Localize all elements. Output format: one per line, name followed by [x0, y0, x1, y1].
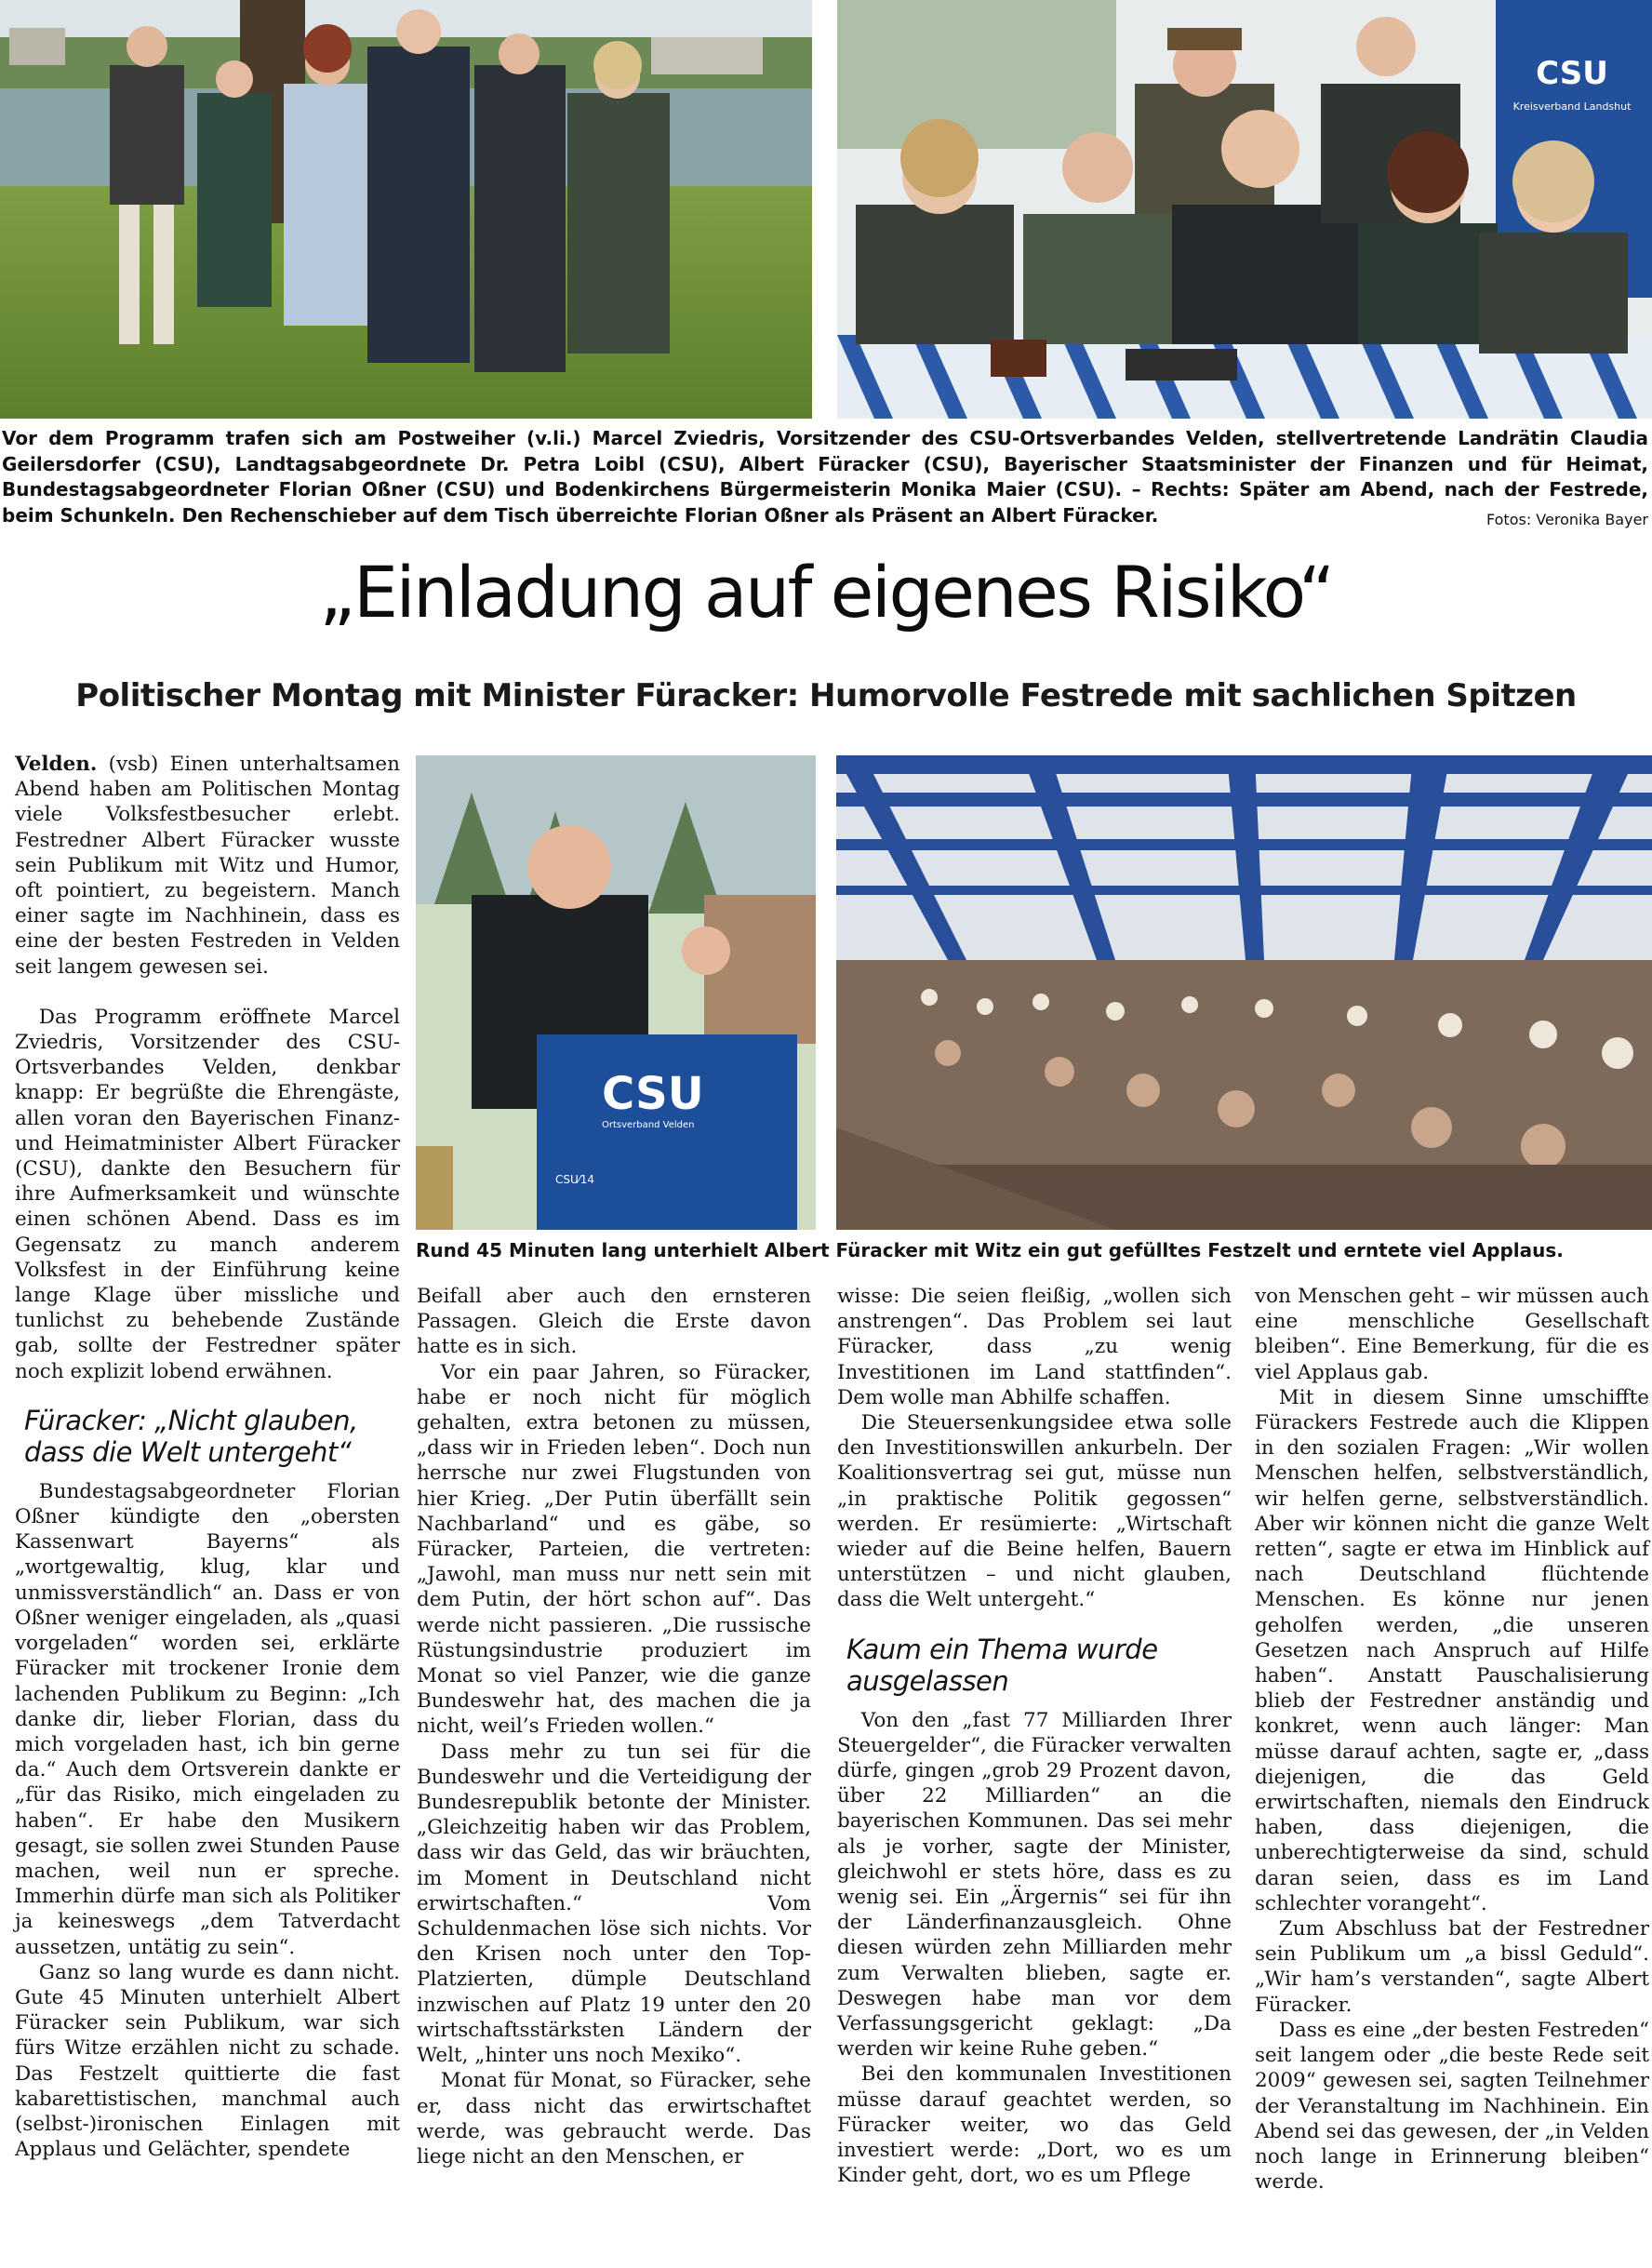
dateline: Velden.: [15, 753, 98, 776]
photo-schunkeln: [837, 0, 1652, 419]
article-column-4: [1255, 1284, 1649, 2195]
paragraph-text: (vsb) Einen unterhaltsamen Abend haben am Politischen Montag viele Volksfestbesucher erlebt. Festredner Albert Füracker wusste sein Publikum mit Witz und Humor, oft pointiert, zu begeistern. Manch einer sagte im Nachhinein, dass es eine der besten Festreden in Velden seit langem gewesen sei.: [15, 753, 401, 979]
paragraph: [15, 752, 400, 980]
subheadline: Politischer Montag mit Minister Füracker: Humorvolle Festrede mit sachlichen Spitzen: [75, 677, 1577, 714]
article-column-3: [837, 1284, 1232, 2189]
csu-banner-text: CSU: [1536, 55, 1608, 92]
paragraph: Bei den kommunalen Investitionen müsse darauf geachtet werden, so Füracker weiter, wo das Geld investiert werde: „Dort, wo es um Kinder geht, dort, wo es um Pflege: [837, 2062, 1232, 2188]
podium-repeat-text: CSU⁄14: [555, 1173, 595, 1186]
paragraph: Das Programm eröffnete Marcel Zviedris, Vorsitzender des CSU-Ortsverbandes Velden, denkbar knapp: Er begrüßte die Ehrengäste, allen voran den Bayerischen Finanz- und Heimatminister Albert Füracker (CSU), dankte den Besuchern für ihre Aufmerksamkeit und wünschte einen schönen Abend. Dass es im Gegensatz zu manch anderem Volksfest in der Einführung keine lange Klage über missliche und tunlichst zu behebende Zustände gab, sollte der Festredner später noch explizit lobend erwähnen.: [15, 1005, 400, 1383]
paragraph: von Menschen geht – wir müssen auch eine menschliche Gesellschaft bleiben“. Eine Bemerkung, für die es viel Applaus gab.: [1255, 1285, 1649, 1384]
middle-photo-caption: Rund 45 Minuten lang unterhielt Albert Füracker mit Witz ein gut gefülltes Festzelt und erntete viel Applaus.: [416, 1239, 1564, 1261]
paragraph: Dass mehr zu tun sei für die Bundeswehr und die Verteidigung der Bundesrepublik betonte der Minister. „Gleichzeitig haben wir das Problem, dass wir das Geld, das wir bräuchten, im Moment in Deutschland nicht erwirtschaften.“ Vom Schuldenmachen löse sich nichts. Vor den Krisen noch unter den Top-Platzierten, dümple Deutschland inzwischen auf Platz 19 unter den 20 wirtschaftsstärksten Ländern der Welt, „hinter uns noch Mexiko“.: [417, 1740, 811, 2068]
podium-csu-text: CSU: [602, 1068, 704, 1120]
paragraph: Bundestagsabgeordneter Florian Oßner kündigte den „obersten Kassenwart Bayerns“ als „wortgewaltig, klug, klar und unmissverständlich“ an. Dass er von Oßner weniger eingeladen, als „quasi vorgeladen“ worden sei, erklärte Füracker mit trockener Ironie dem lachenden Publikum zu Beginn: „Ich danke dir, lieber Florian, dass du mich vorgeladen hast, ich bin gerne da.“ Auch dem Ortsverein dankte er „für das Risiko, mich eingeladen zu haben“. Er habe den Musikern gesagt, sie sollen zwei Stunden Pause machen, weil nun er spreche. Immerhin dürfe man sich als Politiker ja keineswegs „dem Tatverdacht aussetzen, untätig zu sein“.: [15, 1479, 400, 1959]
article-column-2: [417, 1284, 811, 2169]
headline: „Einladung auf eigenes Risiko“: [319, 551, 1333, 634]
caption-text: Vor dem Programm trafen sich am Postweiher (v.li.) Marcel Zviedris, Vorsitzender des CSU-Ortsverbandes Velden, stellvertretende Landrätin Claudia Geilersdorfer (CSU), Landtagsabgeordnete Dr. Petra Loibl (CSU), Albert Füracker (CSU), Bayerischer Staatsminister der Finanzen und für Heimat, Bundestagsabgeordneter Florian Oßner (CSU) und Bodenkirchens Bürgermeisterin Monika Maier (CSU). – Rechts: Später am Abend, nach der Festrede, beim Schunkeln. Den Rechenschieber auf dem Tisch überreichte Florian Oßner als Präsent an Albert Füracker.: [2, 427, 1648, 527]
top-photo-caption: [2, 426, 1648, 532]
paragraph: Ganz so lang wurde es dann nicht. Gute 45 Minuten unterhielt Albert Füracker sein Publikum, war sich fürs Witze erzählen nicht zu schade. Das Festzelt quittierte die fast kabarettistischen, manchmal auch (selbst-)ironischen Einlagen mit Applaus und Gelächter, spendete: [15, 1960, 400, 2162]
paragraph: Dass es eine „der besten Festreden“ seit langem oder „die beste Rede seit 2009“ gewesen sei, sagten Teilnehmer der Veranstaltung im Nachhinein. Ein Abend sei das gewesen, der „in Velden noch lange in Erinnerung bleiben“ werde.: [1255, 2018, 1649, 2195]
paragraph: Zum Abschluss bat der Festredner sein Publikum um „a bissl Geduld“. „Wir ham’s verstanden“, sagte Albert Füracker.: [1255, 1917, 1649, 2017]
photo-speaker-at-podium: [416, 755, 816, 1230]
photo-group-at-pond: [0, 0, 812, 419]
paragraph: Vor ein paar Jahren, so Füracker, habe er noch nicht für möglich gehalten, extra betonen zu müssen, „dass wir in Frieden leben“. Doch nun herrsche nur zwei Flugstunden von hier Krieg. „Der Putin überfällt sein Nachbarland“ und es gäbe, so Füracker, Parteien, die vertreten: „Jawohl, man muss nur nett sein mit dem Putin, der hört schon auf“. Das werde nicht passieren. „Die russische Rüstungsindustrie produziert im Monat so viel Panzer, wie die ganze Bundeswehr hat, des machen die ja nicht, weil’s Frieden wollen.“: [417, 1360, 811, 1739]
csu-banner-subtext: Kreisverband Landshut: [1512, 100, 1632, 113]
paragraph: Von den „fast 77 Milliarden Ihrer Steuergelder“, die Füracker verwalten dürfe, gingen „grob 29 Prozent davon, über 22 Milliarden“ an die bayerischen Kommunen. Das sei mehr als je vorher, sagte der Minister, gleichwohl er stets höre, dass es zu wenig sei. Ein „Ärgernis“ sei für ihn der Länderfinanzausgleich. Ohne diesen würden zehn Milliarden mehr zum Verwalten blieben, sagte er. Deswegen habe man vor dem Verfassungsgericht geklagt: „Da werden wir keine Ruhe geben.“: [837, 1708, 1232, 2061]
paragraph: Die Steuersenkungsidee etwa solle den Investitionswillen ankurbeln. Der Koalitionsvertrag sei gut, müsse nun „in praktische Politik gegossen“ werden. Er resümierte: „Wirtschaft wieder auf die Beine helfen, Bauern unterstützen – und nicht glauben, dass die Welt untergeht.“: [837, 1411, 1232, 1612]
paragraph: Mit in diesem Sinne umschiffte Fürackers Festrede auch die Klippen in den sozialen Fragen: „Wir wollen Menschen helfen, selbstverständlich, wir helfen gerne, selbstverständlich. Aber wir können nicht die ganze Welt retten“, sagte er etwa im Hinblick auf nach Deutschland flüchtende Menschen. Es könne nur jenen geholfen werden, „die unseren Gesetzen nach Anspruch auf Hilfe haben“. Anstatt Pauschalisierung blieb der Festredner anständig und konkret, wenn auch länger: Man müsse darauf achten, sagte er, „dass diejenigen, die das Geld erwirtschaften, niemals den Eindruck haben, dass diejenigen, die unberechtigterweise da sind, schuld daran seien, dass es im Land schlechter vorangeht“.: [1255, 1385, 1649, 1915]
podium-subtext: Ortsverband Velden: [602, 1120, 695, 1130]
photo-festival-tent: [836, 755, 1652, 1230]
subheading: Füracker: „Nicht glauben, dass die Welt untergeht“: [24, 1404, 358, 1468]
paragraph: Beifall aber auch den ernsteren Passagen. Gleich die Erste davon hatte es in sich.: [417, 1285, 811, 1359]
paragraph: wisse: Die seien fleißig, „wollen sich anstrengen“. Das Problem sei laut Füracker, dass „zu wenig Investitionen im Land stattfinden“. Dem wolle man Abhilfe schaffen.: [837, 1285, 1232, 1409]
subheading: Kaum ein Thema wurde ausgelassen: [846, 1633, 1158, 1697]
article-column-1: [15, 752, 400, 2162]
photo-credit: Fotos: Veronika Bayer: [1486, 510, 1648, 528]
paragraph: Monat für Monat, so Füracker, sehe er, dass nicht das erwirtschaftet werde, was gebraucht werde. Das liege nicht an den Menschen, er: [417, 2069, 811, 2168]
